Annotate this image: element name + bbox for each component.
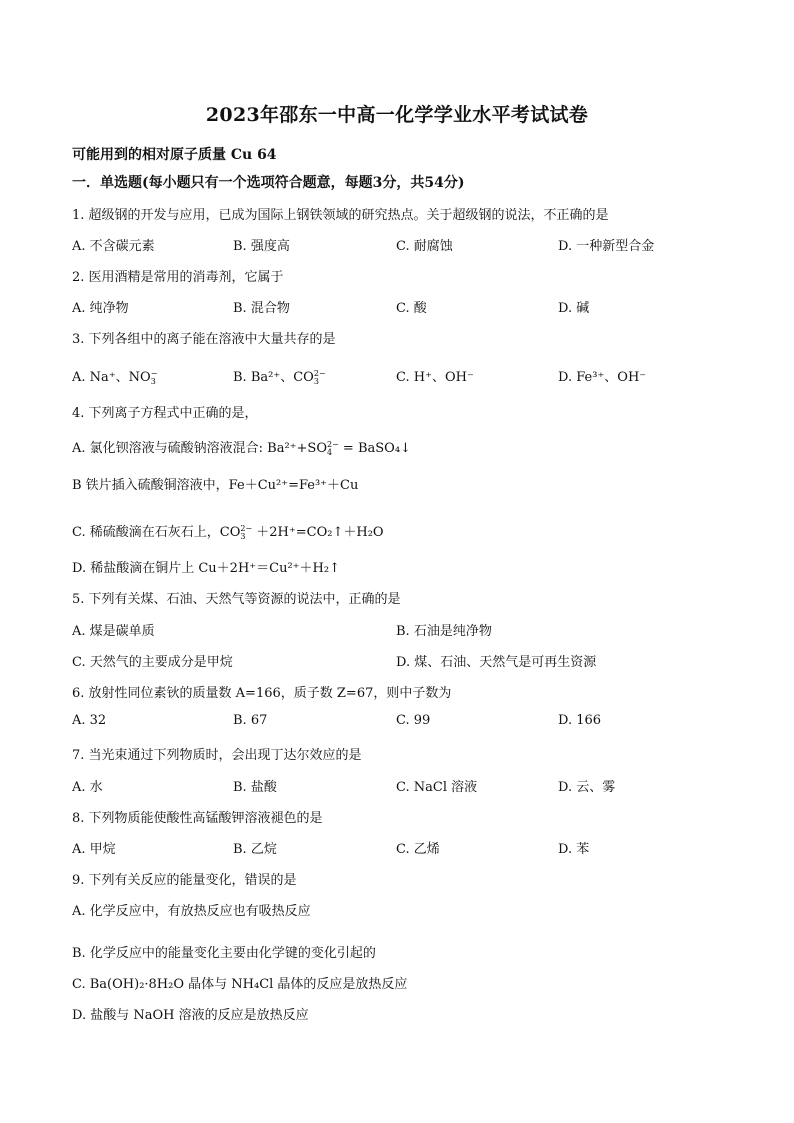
question-6-stem: 6. 放射性同位素钬的质量数 A=166，质子数 Z=67，则中子数为 [72, 686, 452, 701]
atomic-mass-note: 可能用到的相对原子质量 Cu 64 [72, 147, 277, 163]
q2-option-b: B. 混合物 [233, 301, 290, 316]
q7-option-d: D. 云、雾 [558, 780, 616, 795]
so4-subscript: 4 [327, 447, 333, 457]
q5-option-c: C. 天然气的主要成分是甲烷 [72, 655, 233, 670]
q9-option-b: B. 化学反应中的能量变化主要由化学键的变化引起的 [72, 946, 376, 961]
q8-option-a: A. 甲烷 [72, 842, 116, 857]
question-5-stem: 5. 下列有关煤、石油、天然气等资源的说法中，正确的是 [72, 592, 401, 607]
question-9-stem: 9. 下列有关反应的能量变化，错误的是 [72, 873, 297, 888]
q3-option-a [72, 366, 157, 386]
q9-option-a: A. 化学反应中，有放热反应也有吸热反应 [72, 904, 311, 919]
question-2-stem: 2. 医用酒精是常用的消毒剂，它属于 [72, 270, 284, 285]
q6-option-a: A. 32 [72, 713, 107, 728]
q1-option-a: A. 不含碳元素 [72, 239, 155, 254]
q8-option-c: C. 乙烯 [396, 842, 440, 857]
q6-option-d: D. 166 [558, 713, 602, 728]
q9-option-d: D. 盐酸与 NaOH 溶液的反应是放热反应 [72, 1008, 309, 1023]
question-3-stem: 3. 下列各组中的离子能在溶液中大量共存的是 [72, 332, 336, 347]
q4-option-c-text: C. 稀硫酸滴在石灰石上，CO [72, 525, 241, 540]
q2-option-a: A. 纯净物 [72, 301, 129, 316]
q3-option-c: C. H⁺、OH⁻ [396, 370, 474, 385]
q5-option-d: D. 煤、石油、天然气是可再生资源 [396, 655, 597, 670]
q3-option-b-text: B. Ba²⁺、CO [233, 370, 314, 385]
q7-option-a: A. 水 [72, 780, 103, 795]
section-header: 一．单选题(每小题只有一个选项符合题意，每题3分，共54分) [72, 175, 465, 191]
q6-option-b: B. 67 [233, 713, 268, 728]
q4-option-a-text: A. 氯化钡溶液与硫酸钠溶液混合: Ba²⁺+SO [72, 441, 327, 456]
q8-option-b: B. 乙烷 [233, 842, 277, 857]
q3-option-a-text: A. Na⁺、NO [72, 370, 151, 385]
q1-option-d: D. 一种新型合金 [558, 239, 655, 254]
q6-option-c: C. 99 [396, 713, 431, 728]
question-4-stem: 4. 下列离子方程式中正确的是， [72, 406, 258, 421]
question-1-stem: 1. 超级钢的开发与应用，已成为国际上钢铁领域的研究热点。关于超级钢的说法，不正确的是 [72, 208, 609, 223]
q5-option-a: A. 煤是碳单质 [72, 624, 155, 639]
q2-option-d: D. 碱 [558, 301, 590, 316]
q7-option-b: B. 盐酸 [233, 780, 277, 795]
no3-subscript: 3 [150, 376, 156, 386]
q5-option-b: B. 石油是纯净物 [396, 624, 492, 639]
co3-charge: 2− [313, 368, 326, 378]
q4-option-a-tail: = BaSO₄↓ [338, 441, 411, 456]
q7-option-c: C. NaCl 溶液 [396, 780, 478, 795]
q3-option-d: D. Fe³⁺、OH⁻ [558, 370, 647, 385]
q3-option-b [233, 366, 326, 386]
q2-option-c: C. 酸 [396, 301, 427, 316]
q4-option-b: B 铁片插入硫酸铜溶液中，Fe＋Cu²⁺=Fe³⁺＋Cu [72, 478, 359, 493]
q1-option-c: C. 耐腐蚀 [396, 239, 453, 254]
co3-charge-c: 2− [240, 523, 253, 533]
q9-option-c: C. Ba(OH)₂·8H₂O 晶体与 NH₄Cl 晶体的反应是放热反应 [72, 977, 408, 992]
no3-charge: − [150, 368, 158, 378]
question-7-stem: 7. 当光束通过下列物质时，会出现丁达尔效应的是 [72, 748, 362, 763]
so4-charge: 2− [327, 439, 339, 449]
co3-subscript: 3 [313, 376, 319, 386]
q4-option-a [72, 437, 411, 457]
q4-option-c [72, 521, 384, 541]
exam-title: 2023年邵东一中高一化学学业水平考试试卷 [205, 104, 589, 126]
q8-option-d: D. 苯 [558, 842, 590, 857]
q4-option-c-tail: ＋2H⁺=CO₂↑＋H₂O [252, 525, 384, 540]
q4-option-d: D. 稀盐酸滴在铜片上 Cu＋2H⁺＝Cu²⁺＋H₂↑ [72, 561, 340, 576]
question-8-stem: 8. 下列物质能使酸性高锰酸钾溶液褪色的是 [72, 811, 323, 826]
co3-subscript-c: 3 [240, 531, 246, 541]
q1-option-b: B. 强度高 [233, 239, 290, 254]
